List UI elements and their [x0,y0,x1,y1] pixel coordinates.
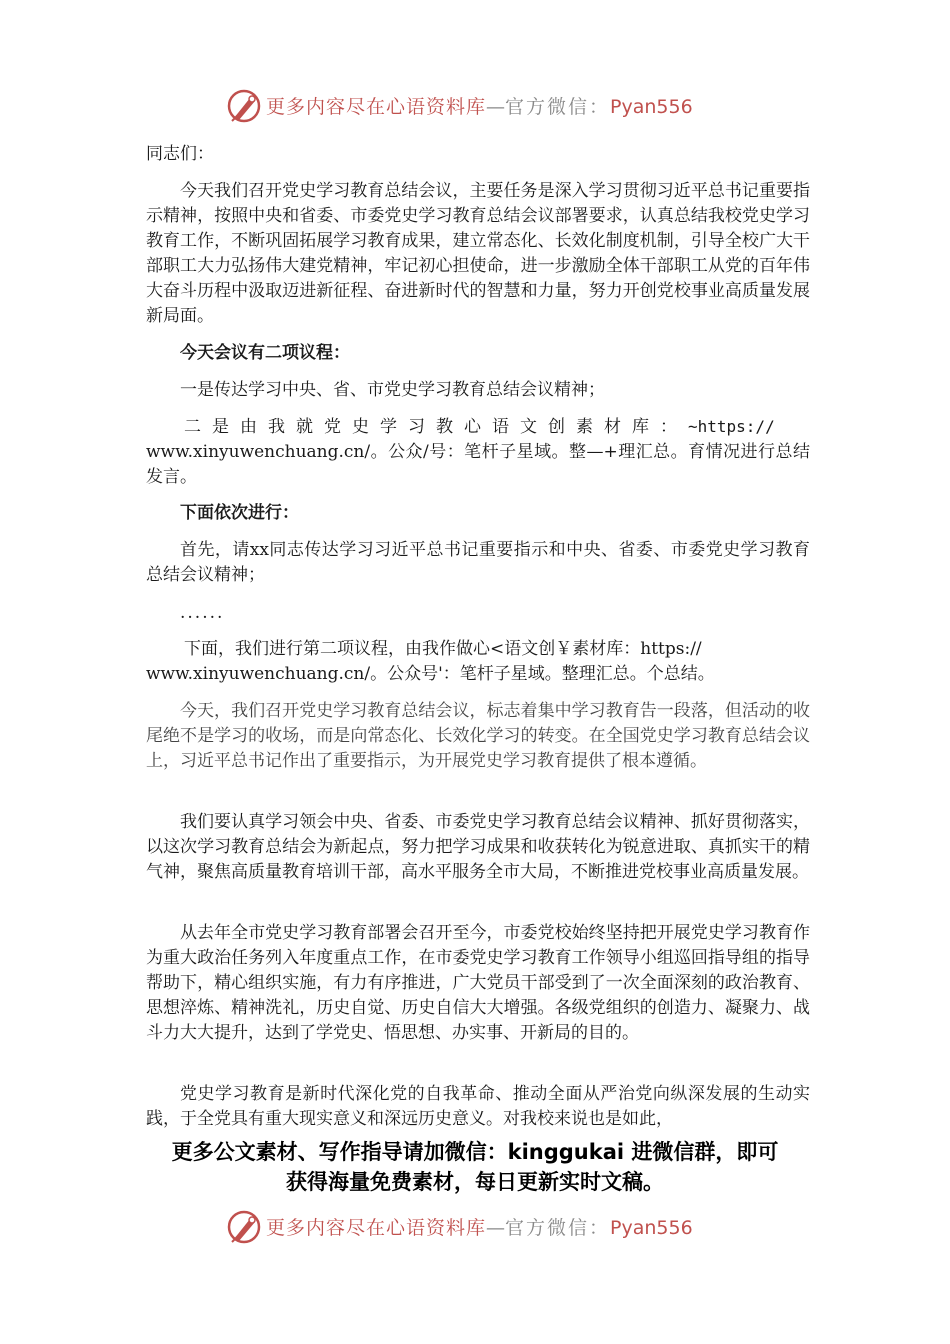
paragraph-we: 我们要认真学习领会中央、省委、市委党史学习教育总结会议精神、抓好贯彻落实，以这次学习教育总结会为新起点，努力把学习成果和收获转化为锐意进取、真抓实干的精气神，聚焦高质量教育培训干部，高水平服务全市大局，不断推进党校事业高质量发展。 [146,812,810,882]
promo-line-1: 更多公文素材、写作指导请加微信：kinggukai 进微信群，即可 [171,1140,779,1164]
paragraph-first: 首先，请xx同志传达学习习近平总书记重要指示和中央、省委、市委党史学习教育总结会议精神； [146,540,810,585]
agenda-item-2-cont: www.xinyuwenchuang.cn/。公众/号：笔杆子星域。整—+理汇总。育情况进行总结发言。 [146,442,810,487]
pen-nib-icon [226,88,262,124]
paragraph-next [146,637,810,687]
paragraph-intro: 今天我们召开党史学习教育总结会议，主要任务是深入学习贯彻习近平总书记重要指示精神，按照中央和省委、市委党史学习教育总结会议部署要求，认真总结我校党史学习教育工作，不断巩固拓展学习教育成果，建立常态化、长效化制度机制，引导全校广大干部职工大力弘扬伟大建党精神，牢记初心担使命，进一步激励全体干部职工从党的百年伟大奋斗历程中汲取迈进新征程、奋进新时代的智慧和力量，努力开创党校事业高质量发展新局面。 [146,181,810,326]
proceed-heading: 下面依次进行： [180,503,299,523]
banner-title: 更多内容尽在心语资料库 [266,96,487,118]
ellipsis: ...... [180,603,225,623]
header-banner [0,86,950,126]
banner-wechat-id: Pyan556 [610,1217,693,1239]
promo-line-2: 获得海量免费素材，每日更新实时文稿。 [286,1170,664,1194]
agenda-item-2-text: 二是由我就党史学习教心语文创素材库： [184,417,688,437]
banner-wechat-label: 官方微信： [505,96,611,118]
footer-banner [0,1207,950,1247]
agenda-item-2 [146,414,810,490]
banner-wechat-id: Pyan556 [610,96,693,118]
paragraph-next-line1: 下面，我们进行第二项议程，由我作做心<语文创￥素材库：https:// [184,639,702,659]
banner-separator: — [486,1217,506,1239]
banner-text [266,1213,693,1240]
banner-separator: — [486,96,506,118]
paragraph-since: 从去年全市党史学习教育部署会召开至今，市委党校始终坚持把开展党史学习教育作为重大政治任务列入年度重点工作，在市委党史学习教育工作领导小组巡回指导组的指导帮助下，精心组织实施，有力有序推进，广大党员干部受到了一次全面深刻的政治教育、思想淬炼、精神洗礼，历史自觉、历史自信大大增强。各级党组织的创造力、凝聚力、战斗力大大提升，达到了学党史、悟思想、办实事、开新局的目的。 [146,923,810,1043]
paragraph-history: 党史学习教育是新时代深化党的自我革命、推动全面从严治党向纵深发展的生动实践，于全党具有重大现实意义和深远历史意义。对我校来说也是如此， [146,1084,810,1129]
paragraph-next-line2: www.xinyuwenchuang.cn/。公众号'：笔杆子星域。整理汇总。个总结。 [146,664,715,684]
salutation: 同志们： [146,144,214,164]
agenda-heading: 今天会议有二项议程： [180,343,350,363]
banner-wechat-label: 官方微信： [505,1217,611,1239]
banner-title: 更多内容尽在心语资料库 [266,1217,487,1239]
agenda-item-1: 一是传达学习中央、省、市党史学习教育总结会议精神； [180,380,605,400]
agenda-item-2-url: ~https:// [688,417,775,436]
pen-nib-icon [226,1209,262,1245]
banner-text [266,92,693,119]
paragraph-today: 今天，我们召开党史学习教育总结会议，标志着集中学习教育告一段落，但活动的收尾绝不是学习的收场，而是向常态化、长效化学习的转变。在全国党史学习教育总结会议上，习近平总书记作出了重要指示，为开展党史学习教育提供了根本遵循。 [146,701,810,771]
